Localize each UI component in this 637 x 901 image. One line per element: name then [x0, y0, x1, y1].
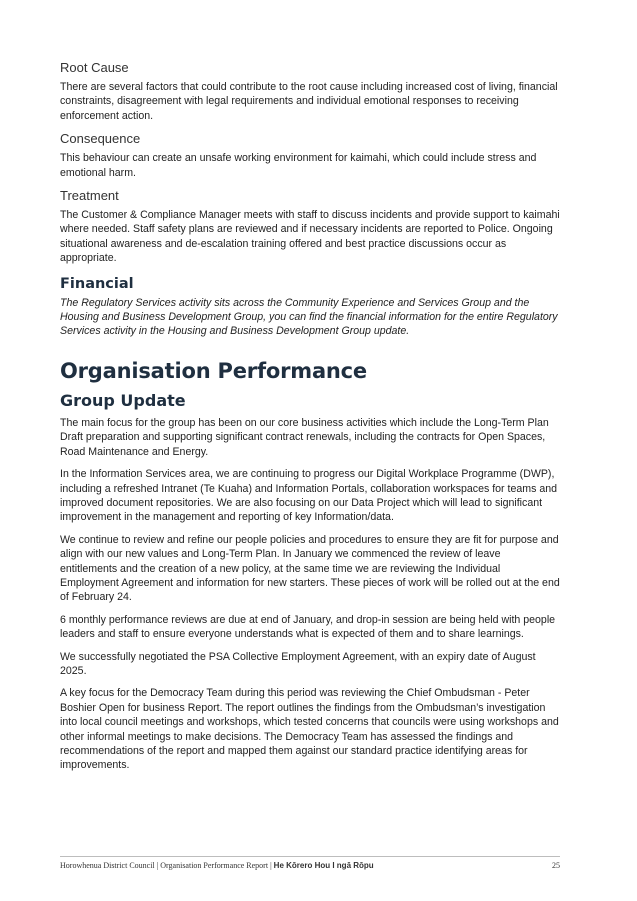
page-number: 25 — [552, 861, 560, 870]
consequence-text: This behaviour can create an unsafe working environment for kaimahi, which could include stress and emotional harm. — [60, 152, 537, 179]
root-cause-heading: Root Cause — [60, 60, 129, 75]
group-update-paragraph: A key focus for the Democracy Team during this period was reviewing the Chief Ombudsman - Peter Boshier Open for business Report. The report outlines the findings from the Ombudsman’s investigation into local council meetings and workshops, which tested concerns that councils were using workshops and other informal meetings to make decisions. The Democracy Team has assessed the findings and recommendations of the report and mapped them against our standard practice identifying areas for improvements. — [60, 687, 559, 772]
group-update-paragraph: We continue to review and refine our people policies and procedures to ensure they are fit for purpose and align with our new values and Long-Term Plan. In January we commenced the review of leave entitlements and the creation of a new policy, at the same time we are reviewing the Individual Employment Agreement and information for new starters. These pieces of work will be rolled out at the end of February 24. — [60, 533, 560, 604]
financial-text: The Regulatory Services activity sits across the Community Experience and Services Group and the Housing and Business Development Group, you can find the financial information for the entire Regulatory Services activity in the Housing and Business Development Group update. — [60, 296, 558, 338]
footer-maori-title: He Kōrero Hou I ngā Rōpu — [273, 861, 374, 870]
page-title: Organisation Performance — [60, 358, 367, 383]
financial-heading: Financial — [60, 275, 134, 292]
group-update-paragraph: We successfully negotiated the PSA Collective Employment Agreement, with an expiry date of August 2025. — [60, 650, 536, 677]
treatment-heading: Treatment — [60, 188, 119, 204]
consequence-heading: Consequence — [60, 131, 141, 147]
footer-org: Horowhenua District Council | Organisation Performance Report | — [60, 861, 274, 870]
group-update-paragraph: 6 monthly performance reviews are due at end of January, and drop-in session are being held with people leaders and staff to ensure everyone understands what is expected of them and to share learnings. — [60, 613, 556, 641]
page-footer — [60, 856, 560, 870]
group-update-heading: Group Update — [60, 390, 186, 410]
root-cause-text: There are several factors that could contribute to the root cause including increased cost of living, financial constraints, disagreement with legal requirements and individual emotional responses to receiving enforcement action. — [60, 81, 558, 122]
footer-text — [60, 861, 374, 870]
document-page — [60, 60, 560, 781]
treatment-text: The Customer & Compliance Manager meets with staff to discuss incidents and provide support to kaimahi where needed. Staff safety plans are reviewed and if necessary incidents are reported to Police. Ongoing situational awareness and de-escalation training offered and best practice discussions occur as appropriate. — [60, 209, 560, 265]
group-update-paragraph: In the Information Services area, we are continuing to progress our Digital Workplace Programme (DWP), including a refreshed Intranet (Te Kuaha) and Information Portals, collaboration workspaces for teams and improved document repositories. We are also focusing on our Data Project which will lead to significant improvement in the management and reporting of key Information/data. — [60, 468, 558, 524]
group-update-paragraph: The main focus for the group has been on our core business activities which include the Long-Term Plan Draft preparation and supporting significant contract renewals, including the contracts for Open Spaces, Road Maintenance and Energy. — [60, 416, 549, 458]
